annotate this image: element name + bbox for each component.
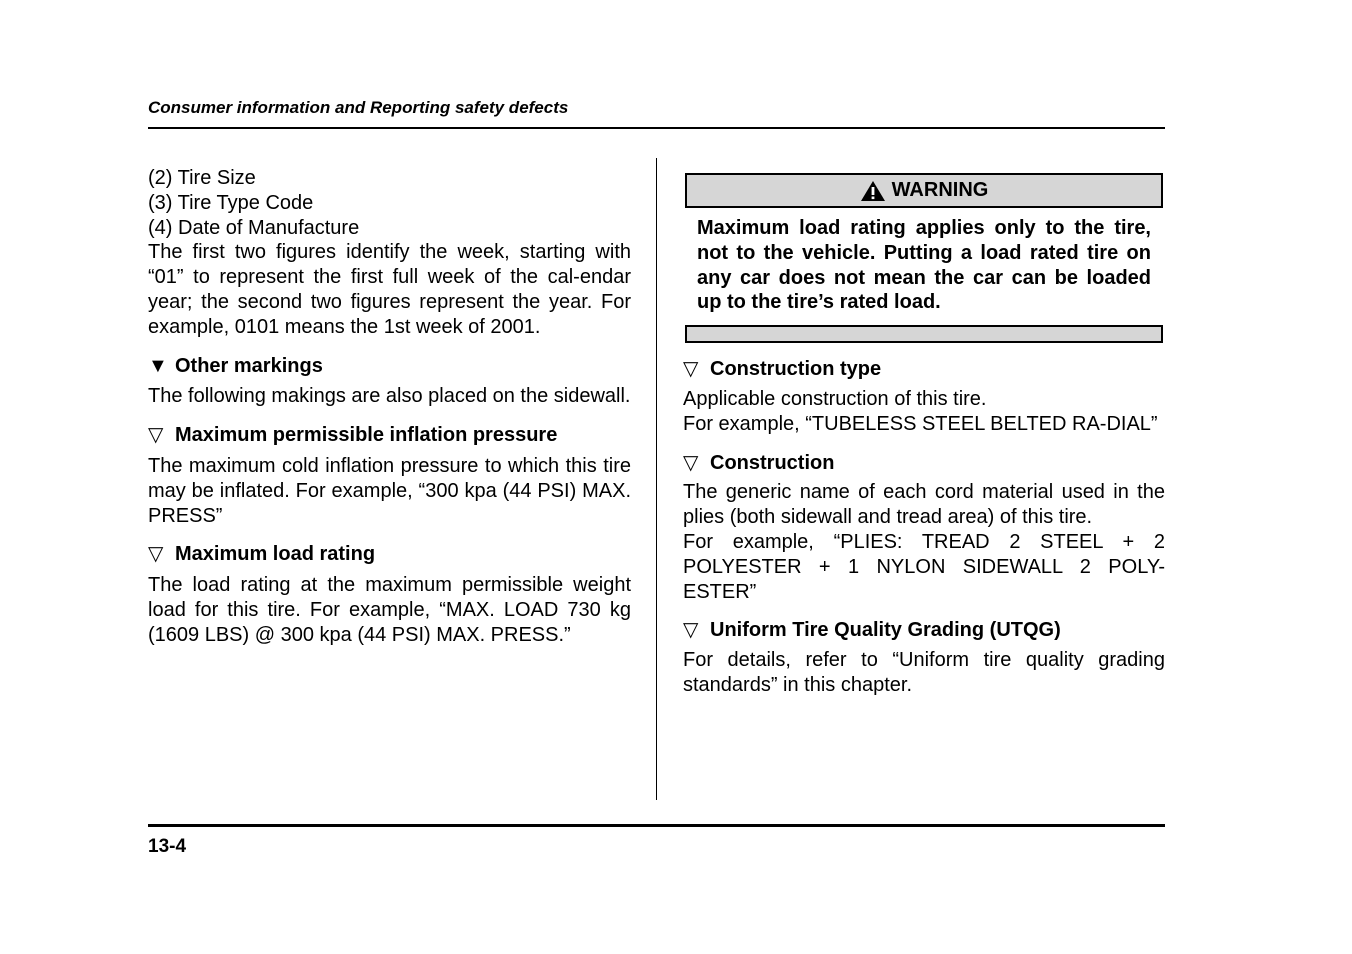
right-column	[683, 173, 1165, 698]
construction-type-heading	[683, 357, 1165, 382]
date-code-paragraph: The first two figures identify the week, starting with “01” to represent the first full week of the cal-endar year; the second two figures represent the year. For example, 0101 means the 1st week of 2001.	[148, 241, 631, 338]
page-number: 13-4	[148, 836, 187, 857]
column-divider	[656, 158, 657, 800]
max-pressure-heading	[148, 423, 631, 448]
item-date-of-manufacture: (4) Date of Manufacture	[148, 216, 360, 239]
warning-box	[685, 173, 1163, 343]
heading-label: Construction type	[710, 358, 882, 381]
filled-triangle-icon: ▼	[148, 354, 168, 377]
max-load-heading	[148, 542, 631, 567]
outline-triangle-icon: ▽	[683, 619, 699, 642]
construction-line2: For example, “PLIES: TREAD 2 STEEL + 2 POLYESTER + 1 NYLON SIDEWALL 2 POLY-ESTER”	[683, 530, 1165, 603]
utqg-heading	[683, 618, 1165, 643]
max-load-text: The load rating at the maximum permissible weight load for this tire. For example, “MAX. LOAD 730 kg (1609 LBS) @ 300 kpa (44 PSI) MAX. PRESS.”	[148, 574, 631, 646]
max-pressure-text: The maximum cold inflation pressure to which this tire may be inflated. For example, “300 kpa (44 PSI) MAX. PRESS”	[148, 454, 631, 527]
outline-triangle-icon: ▽	[683, 451, 699, 474]
heading-label: Uniform Tire Quality Grading (UTQG)	[710, 619, 1061, 642]
construction-type-line1: Applicable construction of this tire.	[683, 387, 987, 410]
warning-title: WARNING	[891, 179, 989, 202]
other-markings-text: The following makings are also placed on the sidewall.	[148, 385, 631, 408]
header-rule	[148, 127, 1165, 129]
item-tire-type-code: (3) Tire Type Code	[148, 191, 314, 214]
construction-type-line2: For example, “TUBELESS STEEL BELTED RA-DIAL”	[683, 412, 1158, 435]
heading-label: Other markings	[175, 354, 323, 377]
heading-label: Maximum load rating	[175, 543, 376, 566]
page-header-title: Consumer information and Reporting safety defects	[148, 98, 569, 117]
item-tire-size: (2) Tire Size	[148, 167, 256, 189]
heading-label: Construction	[710, 451, 835, 474]
heading-label: Maximum permissible inflation pressure	[175, 424, 558, 447]
footer-rule	[148, 824, 1165, 827]
warning-text: Maximum load rating applies only to the tire, not to the vehicle. Putting a load rated tire on any car does not mean the car can be loaded up to the tire’s rated load.	[697, 217, 1151, 314]
other-markings-heading	[148, 354, 631, 379]
left-column	[148, 166, 631, 648]
outline-triangle-icon: ▽	[148, 543, 164, 566]
outline-triangle-icon: ▽	[683, 358, 699, 381]
warning-title-bar	[685, 173, 1163, 208]
construction-line1: The generic name of each cord material used in the plies (both sidewall and tread area) of this tire.	[683, 481, 1165, 529]
warning-triangle-icon	[860, 180, 886, 202]
warning-bottom-bar	[685, 325, 1163, 343]
construction-heading	[683, 451, 1165, 476]
outline-triangle-icon: ▽	[148, 424, 164, 447]
utqg-text: For details, refer to “Uniform tire quality grading standards” in this chapter.	[683, 649, 1165, 696]
